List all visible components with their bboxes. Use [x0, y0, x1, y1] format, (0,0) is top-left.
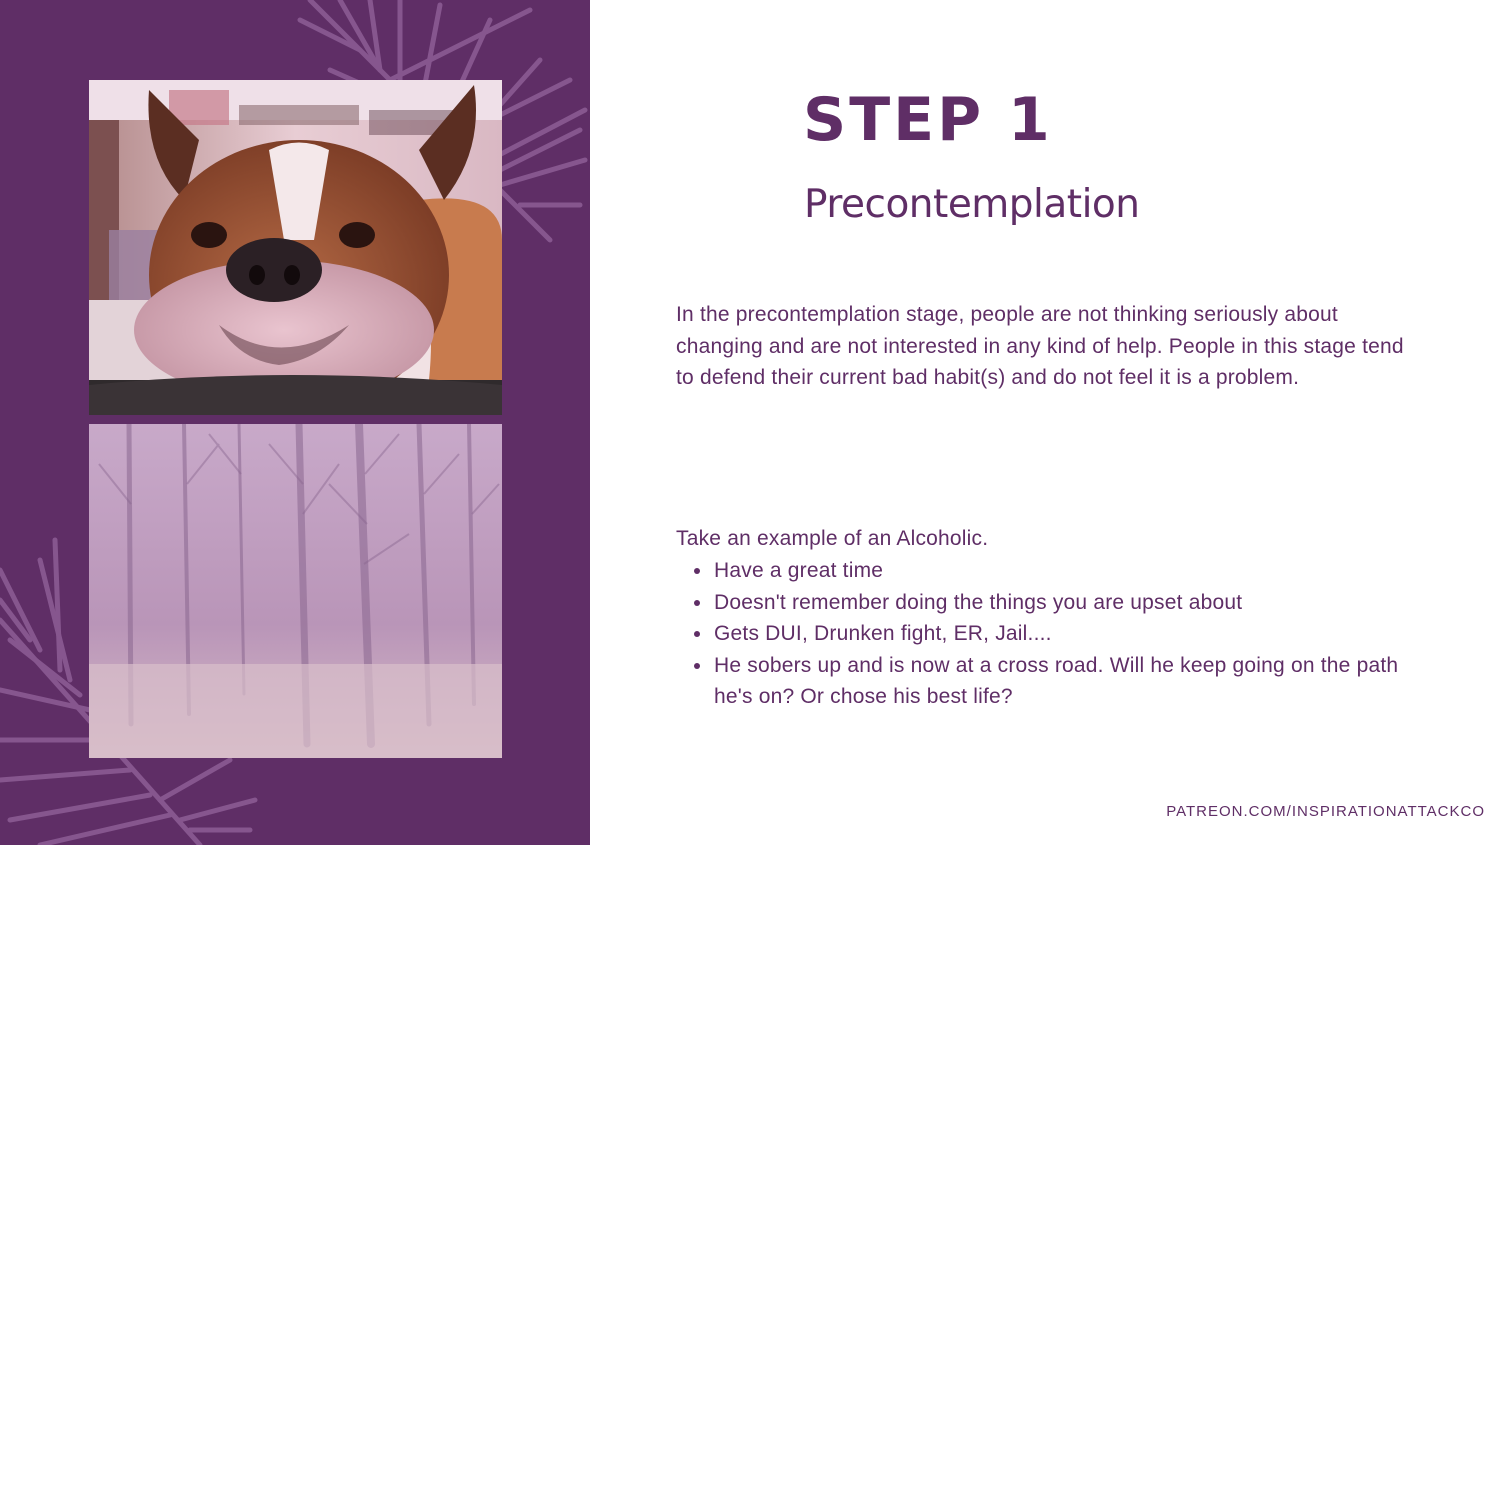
list-item: Gets DUI, Drunken fight, ER, Jail.... [714, 618, 1424, 650]
example-intro: Take an example of an Alcoholic. [676, 527, 989, 550]
stage-description: In the precontemplation stage, people are not thinking seriously about changing and are not interested in any kind of help. People in this stage tend to defend their current bad habit(s) and do not feel it is a problem. [676, 303, 1404, 389]
patreon-link[interactable]: PATREON.COM/INSPIRATIONATTACKCO [1166, 803, 1485, 820]
example-list [676, 555, 1424, 713]
foggy-forest-photo [89, 424, 502, 758]
decorative-panel [0, 0, 590, 845]
boxer-dog-photo [89, 80, 502, 415]
step-title: STEP 1 [803, 85, 1053, 155]
list-item: Have a great time [714, 555, 1424, 587]
list-item: Doesn't remember doing the things you are upset about [714, 587, 1424, 619]
list-item: He sobers up and is now at a cross road. Will he keep going on the path he's on? Or chose his best life? [714, 650, 1424, 713]
stage-name: Precontemplation [804, 182, 1140, 227]
